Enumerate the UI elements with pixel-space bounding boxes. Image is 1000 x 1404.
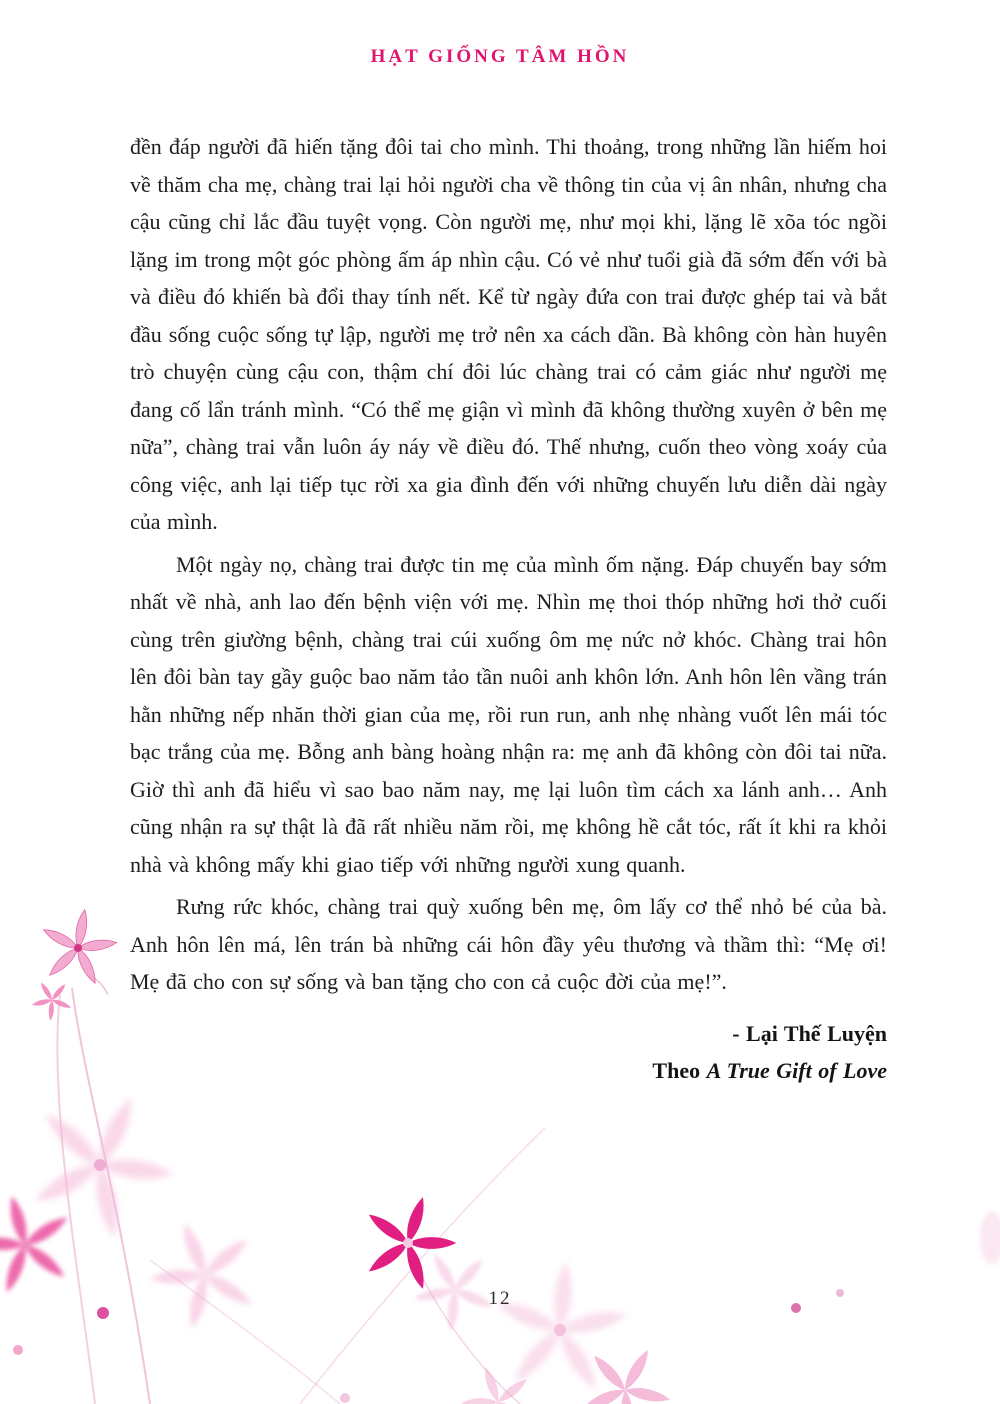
flower-icon [7, 1068, 197, 1255]
source-prefix: Theo [652, 1057, 707, 1083]
paragraph: đền đáp người đã hiến tặng đôi tai cho mình. Thi thoảng, trong những lần hiếm hoi về thăm cha mẹ, chàng trai lại hỏi người cha về thông tin của vị ân nhân, nhưng cha cậu cũng chỉ lắc đầu tuyệt vọng. Còn người mẹ, như mọi khi, lặng lẽ xõa tóc ngồi lặng im trong một góc phòng ấm áp nhìn cậu. Có vẻ như tuổi già đã sớm đến với bà và điều đó khiến bà đổi thay tính nết. Kể từ ngày đứa con trai được ghép tai và bắt đầu sống cuộc sống tự lập, người mẹ trở nên xa cách dần. Bà không còn hàn huyên trò chuyện cùng cậu con, thậm chí đôi lúc chàng trai có cảm giác như người mẹ đang cố lẩn tránh mình. “Có thể mẹ giận vì mình đã không thường xuyên ở bên mẹ nữa”, chàng trai vẫn luôn áy náy về điều đó. Thế nhưng, cuốn theo vòng xoáy của công việc, anh lại tiếp tục rời xa gia đình đến với những chuyến lưu diễn dài ngày của mình. [130, 134, 887, 534]
flower-wash [980, 1212, 1000, 1264]
story-text [130, 128, 887, 1089]
flower-icon [565, 1327, 687, 1404]
book-title: HẠT GIỐNG TÂM HỒN [370, 46, 630, 67]
flower-icon [133, 1198, 283, 1348]
flower-center [403, 1238, 413, 1248]
attribution [130, 1015, 887, 1089]
flower-bud-dot [13, 1345, 23, 1355]
flower-icon [451, 1355, 543, 1404]
flower-icon [349, 1182, 468, 1298]
flower-icon [0, 1183, 85, 1301]
flower-icon [34, 903, 123, 989]
paragraph: Rưng rức khóc, chàng trai quỳ xuống bên mẹ, ôm lấy cơ thể nhỏ bé của bà. Anh hôn lên má, lên trán bà những cái hôn đầy yêu thương và thầm thì: “Mẹ ơi! Mẹ đã cho con sự sống và ban tặng cho con cả cuộc đời của mẹ!”. [130, 894, 887, 994]
running-head [0, 46, 1000, 68]
author-name: - Lại Thế Luyện [732, 1020, 887, 1046]
flower-center [94, 1159, 106, 1171]
page-number: 12 [488, 1288, 512, 1309]
flower-icon [25, 971, 81, 1027]
source-title: A True Gift of Love [706, 1057, 887, 1083]
source-line [130, 1052, 887, 1089]
paragraph: Một ngày nọ, chàng trai được tin mẹ của mình ốm nặng. Đáp chuyến bay sớm nhất về nhà, anh lao đến bệnh viện với mẹ. Nhìn mẹ thoi thóp những hơi thở cuối cùng trên giường bệnh, chàng trai cúi xuống ôm mẹ nức nở khóc. Chàng trai hôn lên đôi bàn tay gầy guộc bao năm tảo tần nuôi anh khôn lớn. Anh hôn lên vầng trán hằn những nếp nhăn thời gian của mẹ, rồi run run, anh nhẹ nhàng vuốt lên mái tóc bạc trắng của mẹ. Bỗng anh bàng hoàng nhận ra: mẹ anh đã không còn đôi tai nữa. Giờ thì anh đã hiểu vì sao bao năm nay, mẹ lại luôn tìm cách xa lánh anh… Anh cũng nhận ra sự thật là đã rất nhiều năm rồi, mẹ không hề cắt tóc, rất ít khi ra khỏi nhà và không mấy khi giao tiếp với những người xung quanh. [130, 551, 887, 877]
flower-icon [487, 1255, 634, 1396]
flower-center [74, 944, 82, 952]
flower-center [554, 1324, 566, 1336]
flower-bud-dot [340, 1393, 350, 1403]
